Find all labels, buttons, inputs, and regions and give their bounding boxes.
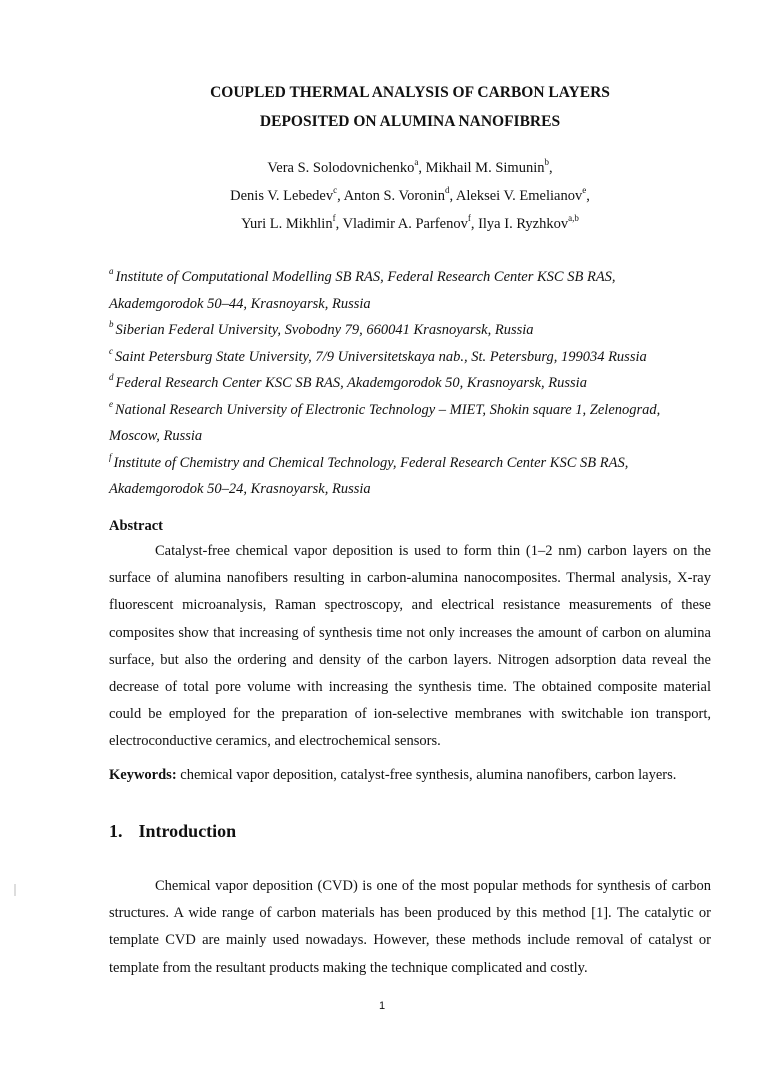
author-name: Aleksei V. Emelianov <box>455 188 583 204</box>
affiliation <box>109 317 711 344</box>
margin-mark <box>14 884 16 896</box>
author-separator: , <box>418 160 426 176</box>
page-number: 1 <box>378 1000 386 1012</box>
affiliation-mark: d <box>109 372 114 383</box>
author-affiliation-mark: b <box>544 157 549 168</box>
section-number: 1. <box>109 821 123 841</box>
author-affiliation-mark: f <box>467 213 471 224</box>
affiliation <box>109 264 711 291</box>
abstract-heading: Abstract <box>109 518 163 534</box>
author-affiliation-mark: e <box>582 185 587 196</box>
author-affiliation-mark: c <box>333 185 338 196</box>
keywords-text: chemical vapor deposition, catalyst-free synthesis, alumina nanofibers, carbon layers. <box>176 767 677 783</box>
affiliation-line: Institute of Chemistry and Chemical Technology, Federal Research Center KSC SB RAS, <box>113 454 629 471</box>
affiliation <box>109 344 711 371</box>
author-line <box>109 210 711 238</box>
affiliation-mark: e <box>109 398 113 409</box>
author-name: Anton S. Voronin <box>343 188 445 204</box>
author-name: Mikhail M. Simunin <box>425 160 545 176</box>
author-separator: , <box>586 188 590 204</box>
affiliation-line-continued: Moscow, Russia <box>109 428 203 444</box>
author-separator: , <box>548 160 553 176</box>
affiliation-line: Saint Petersburg State University, 7/9 Universitetskaya nab., St. Petersburg, 199034 Russia <box>115 348 647 365</box>
author-line <box>109 182 711 210</box>
author-separator: , <box>335 216 343 232</box>
affiliation <box>109 450 711 477</box>
author-name: Vera S. Solodovnichenko <box>267 160 415 176</box>
author-separator: , <box>337 188 344 204</box>
affiliation <box>109 370 711 397</box>
affiliation-line-continued: Akademgorodok 50–24, Krasnoyarsk, Russia <box>109 481 371 497</box>
author-affiliation-mark: a,b <box>568 213 579 224</box>
affiliation-line-continued: Akademgorodok 50–44, Krasnoyarsk, Russia <box>109 295 371 312</box>
paper-title <box>109 78 711 136</box>
author-list <box>109 154 711 238</box>
affiliation-line: National Research University of Electronic Technology – MIET, Shokin square 1, Zelenograd, <box>115 401 661 418</box>
title-line-1: COUPLED THERMAL ANALYSIS OF CARBON LAYERS <box>210 84 610 101</box>
author-affiliation-mark: d <box>444 185 450 196</box>
affiliation-line: Siberian Federal University, Svobodny 79, 660041 Krasnoyarsk, Russia <box>115 322 534 338</box>
author-name: Denis V. Lebedev <box>230 188 334 204</box>
author-name: Yuri L. Mikhlin <box>241 216 333 232</box>
author-name: Ilya I. Ryzhkov <box>478 216 569 232</box>
author-name: Vladimir A. Parfenov <box>342 216 468 232</box>
affiliation-line: Federal Research Center KSC SB RAS, Akademgorodok 50, Krasnoyarsk, Russia <box>115 375 587 391</box>
keywords <box>109 764 711 786</box>
keywords-label: Keywords: <box>109 767 177 783</box>
author-affiliation-mark: f <box>332 213 336 224</box>
section-title: Introduction <box>138 821 237 841</box>
affiliation-mark: a <box>109 266 114 277</box>
author-affiliation-mark: a <box>414 157 419 168</box>
introduction-text: Chemical vapor deposition (CVD) is one of the most popular methods for synthesis of carbon structures. A wide range of carbon materials has been produced by this method [1]. The catalytic or template CVD are mainly used nowadays. However, these methods include removal of catalyst or template from the resultant products making the technique complicated and costly. <box>109 878 711 976</box>
author-line <box>109 154 711 182</box>
affiliation-line: Institute of Computational Modelling SB RAS, Federal Research Center KSC SB RAS, <box>115 269 616 285</box>
author-separator: , <box>449 188 456 204</box>
affiliation-mark: f <box>109 451 112 462</box>
affiliation-mark: b <box>109 319 114 330</box>
affiliation <box>109 397 711 424</box>
section-heading-introduction <box>109 819 236 843</box>
affiliation-mark: c <box>109 345 113 356</box>
abstract-text: Catalyst-free chemical vapor deposition is used to form thin (1–2 nm) carbon layers on the surface of alumina nanofibers resulting in carbon-alumina nanocomposites. Thermal analysis, X-ray fluorescent microanalysis, Raman spectroscopy, and electrical resistance measurements of these composites show that increasing of synthesis time not only increases the amount of carbon on alumina surface, but also the ordering and density of the carbon layers. Nitrogen adsorption data reveal the decrease of total pore volume with increasing the synthesis time. The obtained composite material could be employed for the preparation of ion-selective membranes with switchable ion transport, electroconductive ceramics, and electrochemical sensors. <box>109 543 711 750</box>
author-separator: , <box>470 216 479 232</box>
title-line-2: DEPOSITED ON ALUMINA NANOFIBRES <box>259 113 561 130</box>
affiliation-list <box>109 264 711 503</box>
